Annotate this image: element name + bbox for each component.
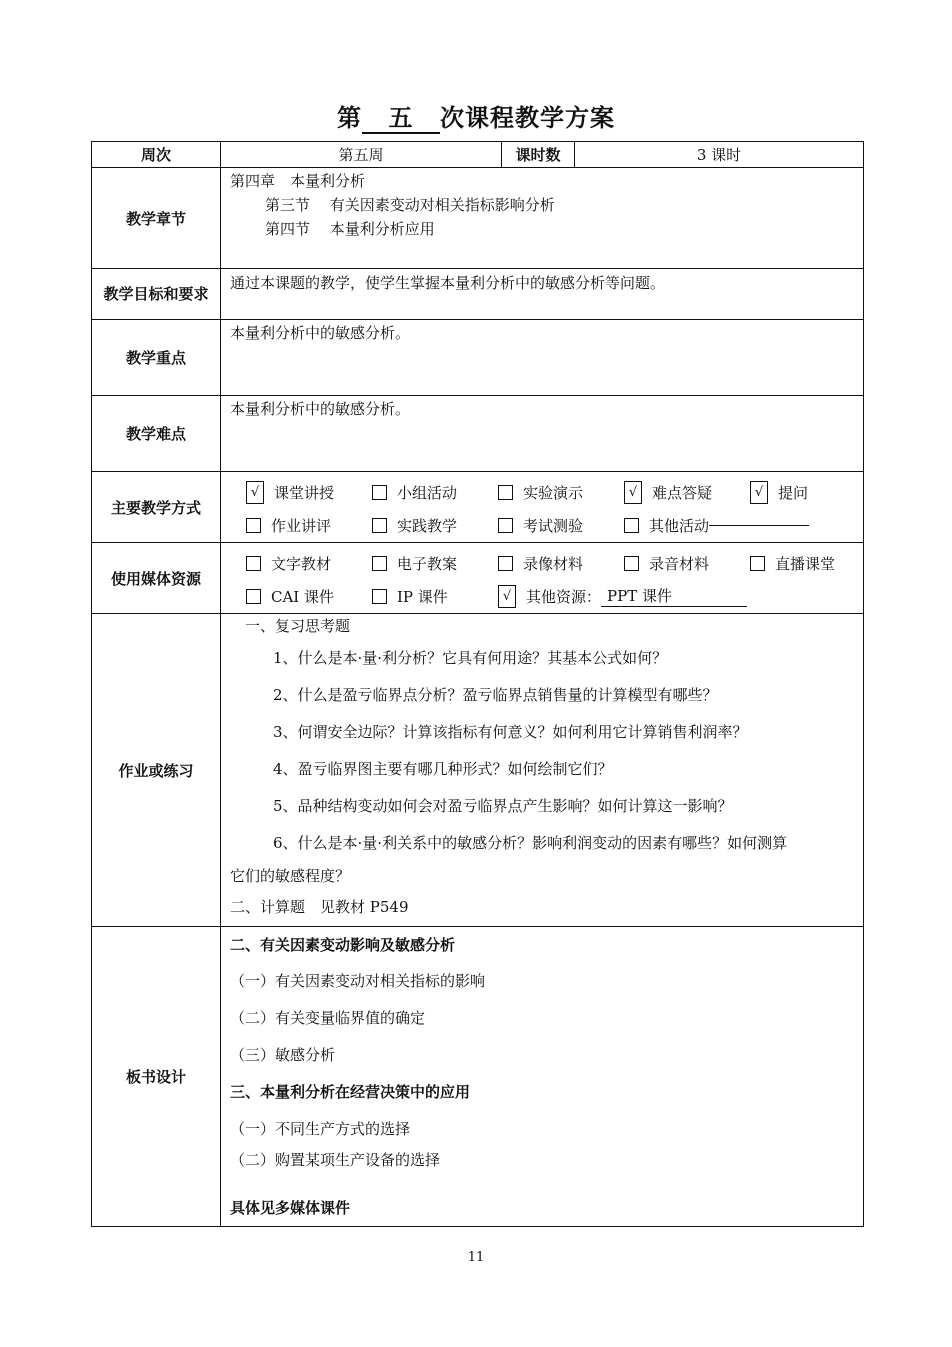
homework-question: 2、什么是盈亏临界点分析？盈亏临界点销售量的计算模型有哪些？ [273, 686, 718, 704]
other-resource-value: PPT 课件 [601, 586, 747, 607]
empty-checkbox-icon [498, 485, 513, 500]
homework-label: 作业或练习 [92, 614, 221, 927]
checkmark-icon: √ [624, 481, 642, 504]
homework-question: 3、何谓安全边际？计算该指标有何意义？如何利用它计算销售利润率？ [273, 723, 748, 741]
empty-checkbox-icon [372, 556, 387, 571]
board-item: （一）有关因素变动对相关指标的影响 [230, 972, 486, 990]
homework-question: 1、什么是本·量·利分析？它具有何用途？其基本公式如何？ [273, 649, 668, 667]
option-label: 录像材料 [523, 554, 584, 573]
board-row [92, 927, 864, 1227]
option-label: 实验演示 [523, 483, 584, 502]
board-item: （二）购置某项生产设备的选择 [230, 1151, 441, 1169]
method-lecture-checkbox[interactable] [246, 476, 372, 509]
option-label: 其他资源： [526, 587, 602, 606]
media-live-checkbox[interactable] [750, 547, 835, 580]
difficulty-label: 教学难点 [92, 396, 221, 472]
goal-content [221, 269, 864, 320]
board-item: （一）不同生产方式的选择 [230, 1120, 411, 1138]
option-label: 作业讲评 [271, 516, 332, 535]
goal-text: 通过本课题的教学，使学生掌握本量利分析中的敏感分析等问题。 [230, 274, 666, 292]
board-footer: 具体见多媒体课件 [230, 1199, 351, 1217]
option-label: 电子教案 [397, 554, 458, 573]
method-other-checkbox[interactable] [624, 509, 809, 542]
chapter-label: 教学章节 [92, 168, 221, 269]
option-label: 小组活动 [397, 483, 458, 502]
difficulty-content [221, 396, 864, 472]
week-row [92, 142, 864, 168]
hours-value: 3 课时 [575, 142, 864, 168]
method-group-checkbox[interactable] [372, 476, 498, 509]
goal-row [92, 269, 864, 320]
empty-checkbox-icon [246, 556, 261, 571]
focus-content [221, 320, 864, 396]
empty-checkbox-icon [624, 556, 639, 571]
title-lesson-number: 五 [362, 104, 440, 134]
board-item: （二）有关变量临界值的确定 [230, 1009, 426, 1027]
chapter-row [92, 168, 864, 269]
page-title [0, 98, 952, 134]
board-heading: 二、有关因素变动影响及敏感分析 [230, 936, 456, 954]
homework-heading: 一、复习思考题 [245, 617, 351, 635]
media-audio-checkbox[interactable] [624, 547, 750, 580]
methods-label: 主要教学方式 [92, 472, 221, 543]
homework-question: 4、盈亏临界图主要有哪几种形式？如何绘制它们？ [273, 760, 613, 778]
media-text-checkbox[interactable] [246, 547, 372, 580]
empty-checkbox-icon [372, 485, 387, 500]
other-activity-blank[interactable] [709, 525, 809, 526]
homework-content [221, 614, 864, 927]
empty-checkbox-icon [624, 518, 639, 533]
empty-checkbox-icon [498, 518, 513, 533]
board-label: 板书设计 [92, 927, 221, 1227]
checkmark-icon: √ [498, 585, 516, 608]
section-line: 第四节 本量利分析应用 [265, 220, 435, 238]
chapter-line: 第四章 本量利分析 [230, 172, 366, 190]
media-video-checkbox[interactable] [498, 547, 624, 580]
method-homework-review-checkbox[interactable] [246, 509, 372, 542]
option-label: 提问 [778, 483, 809, 502]
option-label: IP 课件 [397, 587, 448, 606]
board-content [221, 927, 864, 1227]
page-number: 11 [467, 1250, 485, 1265]
empty-checkbox-icon [498, 556, 513, 571]
difficulty-row [92, 396, 864, 472]
method-question-checkbox[interactable] [750, 476, 808, 509]
media-label: 使用媒体资源 [92, 543, 221, 614]
method-practice-checkbox[interactable] [372, 509, 498, 542]
option-label: 考试测验 [523, 516, 584, 535]
media-row [92, 543, 864, 614]
methods-content [221, 472, 864, 543]
difficulty-text: 本量利分析中的敏感分析。 [230, 400, 411, 418]
week-value: 第五周 [221, 142, 502, 168]
title-prefix: 第 [337, 104, 362, 132]
week-label: 周次 [92, 142, 221, 168]
checkmark-icon: √ [246, 481, 264, 504]
focus-text: 本量利分析中的敏感分析。 [230, 324, 411, 342]
board-item: （三）敏感分析 [230, 1046, 336, 1064]
empty-checkbox-icon [750, 556, 765, 571]
media-cai-checkbox[interactable] [246, 580, 372, 613]
option-label: 实践教学 [397, 516, 458, 535]
hours-label: 课时数 [502, 142, 575, 168]
lesson-plan-table [91, 141, 864, 1227]
empty-checkbox-icon [372, 518, 387, 533]
option-label: 文字教材 [271, 554, 332, 573]
focus-label: 教学重点 [92, 320, 221, 396]
empty-checkbox-icon [246, 589, 261, 604]
method-exam-checkbox[interactable] [498, 509, 624, 542]
homework-question-continuation: 它们的敏感程度？ [230, 867, 351, 885]
methods-row [92, 472, 864, 543]
homework-row [92, 614, 864, 927]
homework-question: 6、什么是本·量·利关系中的敏感分析？影响利润变动的因素有哪些？如何测算 [273, 834, 788, 852]
media-content [221, 543, 864, 614]
option-label: CAI 课件 [271, 587, 335, 606]
homework-question: 5、品种结构变动如何会对盈亏临界点产生影响？如何计算这一影响？ [273, 797, 733, 815]
goal-label: 教学目标和要求 [92, 269, 221, 320]
method-demo-checkbox[interactable] [498, 476, 624, 509]
option-label: 录音材料 [649, 554, 710, 573]
method-qa-checkbox[interactable] [624, 476, 750, 509]
homework-heading: 二、计算题 见教材 P549 [230, 898, 409, 916]
media-courseware-checkbox[interactable] [372, 547, 498, 580]
focus-row [92, 320, 864, 396]
media-ip-checkbox[interactable] [372, 580, 498, 613]
checkmark-icon: √ [750, 481, 768, 504]
empty-checkbox-icon [246, 518, 261, 533]
section-line: 第三节 有关因素变动对相关指标影响分析 [265, 196, 555, 214]
option-label: 难点答疑 [652, 483, 713, 502]
option-label: 直播课堂 [775, 554, 836, 573]
option-label: 其他活动 [649, 516, 710, 535]
media-other-checkbox[interactable] [498, 580, 747, 613]
board-heading: 三、本量利分析在经营决策中的应用 [230, 1083, 471, 1101]
empty-checkbox-icon [372, 589, 387, 604]
title-suffix: 次课程教学方案 [440, 104, 615, 132]
option-label: 课堂讲授 [274, 483, 335, 502]
chapter-content [221, 168, 864, 269]
